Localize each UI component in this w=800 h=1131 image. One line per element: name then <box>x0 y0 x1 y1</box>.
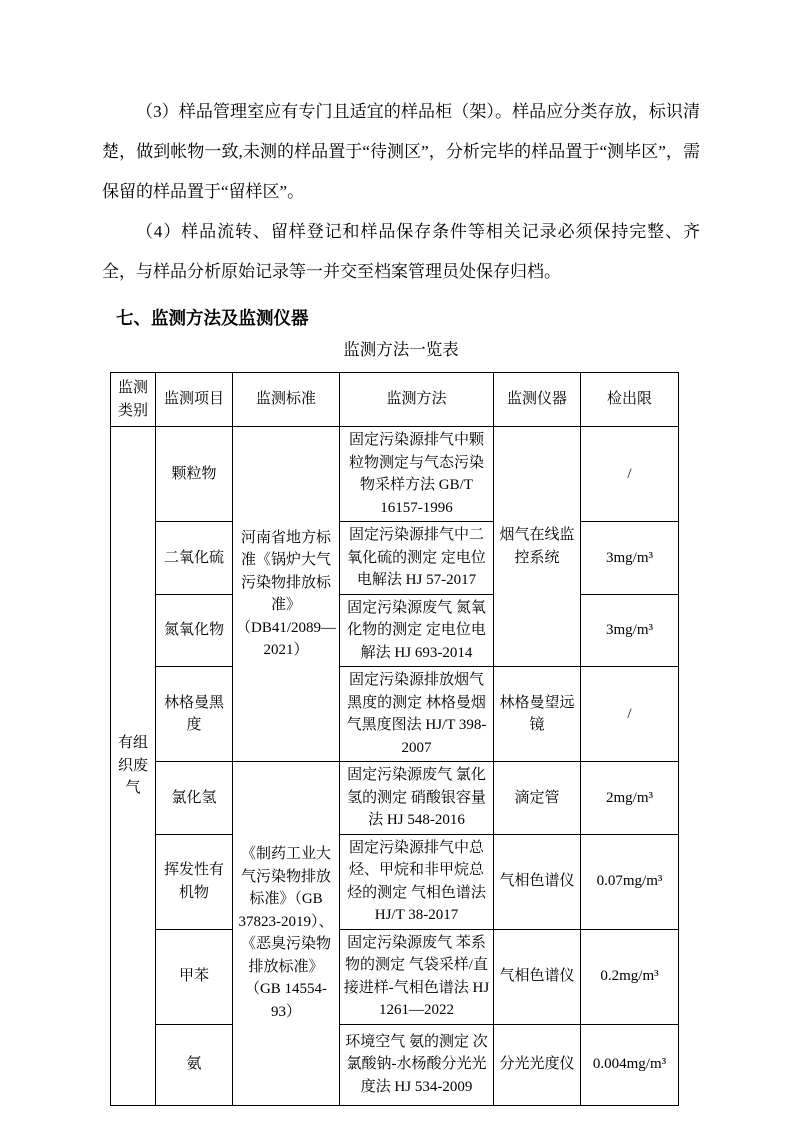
table-row <box>111 522 679 595</box>
table-row <box>111 762 679 835</box>
instrument-cell: 滴定管 <box>494 762 581 835</box>
limit-cell: 0.004mg/m³ <box>581 1024 679 1105</box>
method-cell: 固定污染源排气中颗粒物测定与气态污染物采样方法 GB/T 16157-1996 <box>340 427 494 522</box>
header-category: 监测类别 <box>111 373 156 427</box>
instrument-cell: 气相色谱仪 <box>494 929 581 1024</box>
table-header-row <box>111 373 679 427</box>
method-cell: 固定污染源排气中总烃、甲烷和非甲烷总烃的测定 气相色谱法 HJ/T 38-2017 <box>340 834 494 929</box>
table-row <box>111 594 679 667</box>
method-cell: 环境空气 氨的测定 次氯酸钠-水杨酸分光光度法 HJ 534-2009 <box>340 1024 494 1105</box>
table-row <box>111 929 679 1024</box>
header-standard: 监测标准 <box>233 373 340 427</box>
limit-cell: 0.2mg/m³ <box>581 929 679 1024</box>
limit-cell: 2mg/m³ <box>581 762 679 835</box>
item-cell: 林格曼黑度 <box>156 667 233 762</box>
item-cell: 二氧化硫 <box>156 522 233 595</box>
method-cell: 固定污染源废气 氮氧化物的测定 定电位电解法 HJ 693-2014 <box>340 594 494 667</box>
limit-cell: / <box>581 667 679 762</box>
method-cell: 固定污染源排放烟气黑度的测定 林格曼烟气黑度图法 HJ/T 398-2007 <box>340 667 494 762</box>
standard-cell-boiler: 河南省地方标准《锅炉大气污染物排放标准》（DB41/2089—2021） <box>233 427 340 762</box>
method-cell: 固定污染源废气 苯系物的测定 气袋采样/直接进样-气相色谱法 HJ 1261—2022 <box>340 929 494 1024</box>
header-limit: 检出限 <box>581 373 679 427</box>
category-cell: 有组织废气 <box>111 427 156 1106</box>
table-row <box>111 834 679 929</box>
standard-cell-pharma: 《制药工业大气污染物排放标准》（GB 37823-2019）、《恶臭污染物排放标准》（GB 14554-93） <box>233 762 340 1106</box>
instrument-cell: 烟气在线监控系统 <box>494 427 581 667</box>
method-cell: 固定污染源排气中二氧化硫的测定 定电位电解法 HJ 57-2017 <box>340 522 494 595</box>
instrument-cell: 气相色谱仪 <box>494 834 581 929</box>
limit-cell: 0.07mg/m³ <box>581 834 679 929</box>
header-item: 监测项目 <box>156 373 233 427</box>
item-cell: 颗粒物 <box>156 427 233 522</box>
table-row <box>111 1024 679 1105</box>
item-cell: 挥发性有机物 <box>156 834 233 929</box>
instrument-cell: 分光光度仪 <box>494 1024 581 1105</box>
limit-cell: 3mg/m³ <box>581 522 679 595</box>
method-cell: 固定污染源废气 氯化氢的测定 硝酸银容量法 HJ 548-2016 <box>340 762 494 835</box>
table-row <box>111 427 679 522</box>
paragraph-sample-storage: （3）样品管理室应有专门且适宜的样品柜（架）。样品应分类存放，标识清楚，做到帐物一致,未测的样品置于“待测区”，分析完毕的样品置于“测毕区”，需保留的样品置于“留样区”。 <box>102 102 700 201</box>
item-cell: 甲苯 <box>156 929 233 1024</box>
item-cell: 氮氧化物 <box>156 594 233 667</box>
table-title: 监测方法一览表 <box>343 340 459 359</box>
instrument-cell: 林格曼望远镜 <box>494 667 581 762</box>
monitoring-methods-table <box>110 372 679 1106</box>
paragraph-sample-records: （4）样品流转、留样登记和样品保存条件等相关记录必须保持完整、齐全，与样品分析原始记录等一并交至档案管理员处保存归档。 <box>102 222 700 281</box>
item-cell: 氨 <box>156 1024 233 1105</box>
limit-cell: 3mg/m³ <box>581 594 679 667</box>
header-instrument: 监测仪器 <box>494 373 581 427</box>
limit-cell: / <box>581 427 679 522</box>
section-heading: 七、监测方法及监测仪器 <box>116 308 309 328</box>
item-cell: 氯化氢 <box>156 762 233 835</box>
table-row <box>111 667 679 762</box>
header-method: 监测方法 <box>340 373 494 427</box>
